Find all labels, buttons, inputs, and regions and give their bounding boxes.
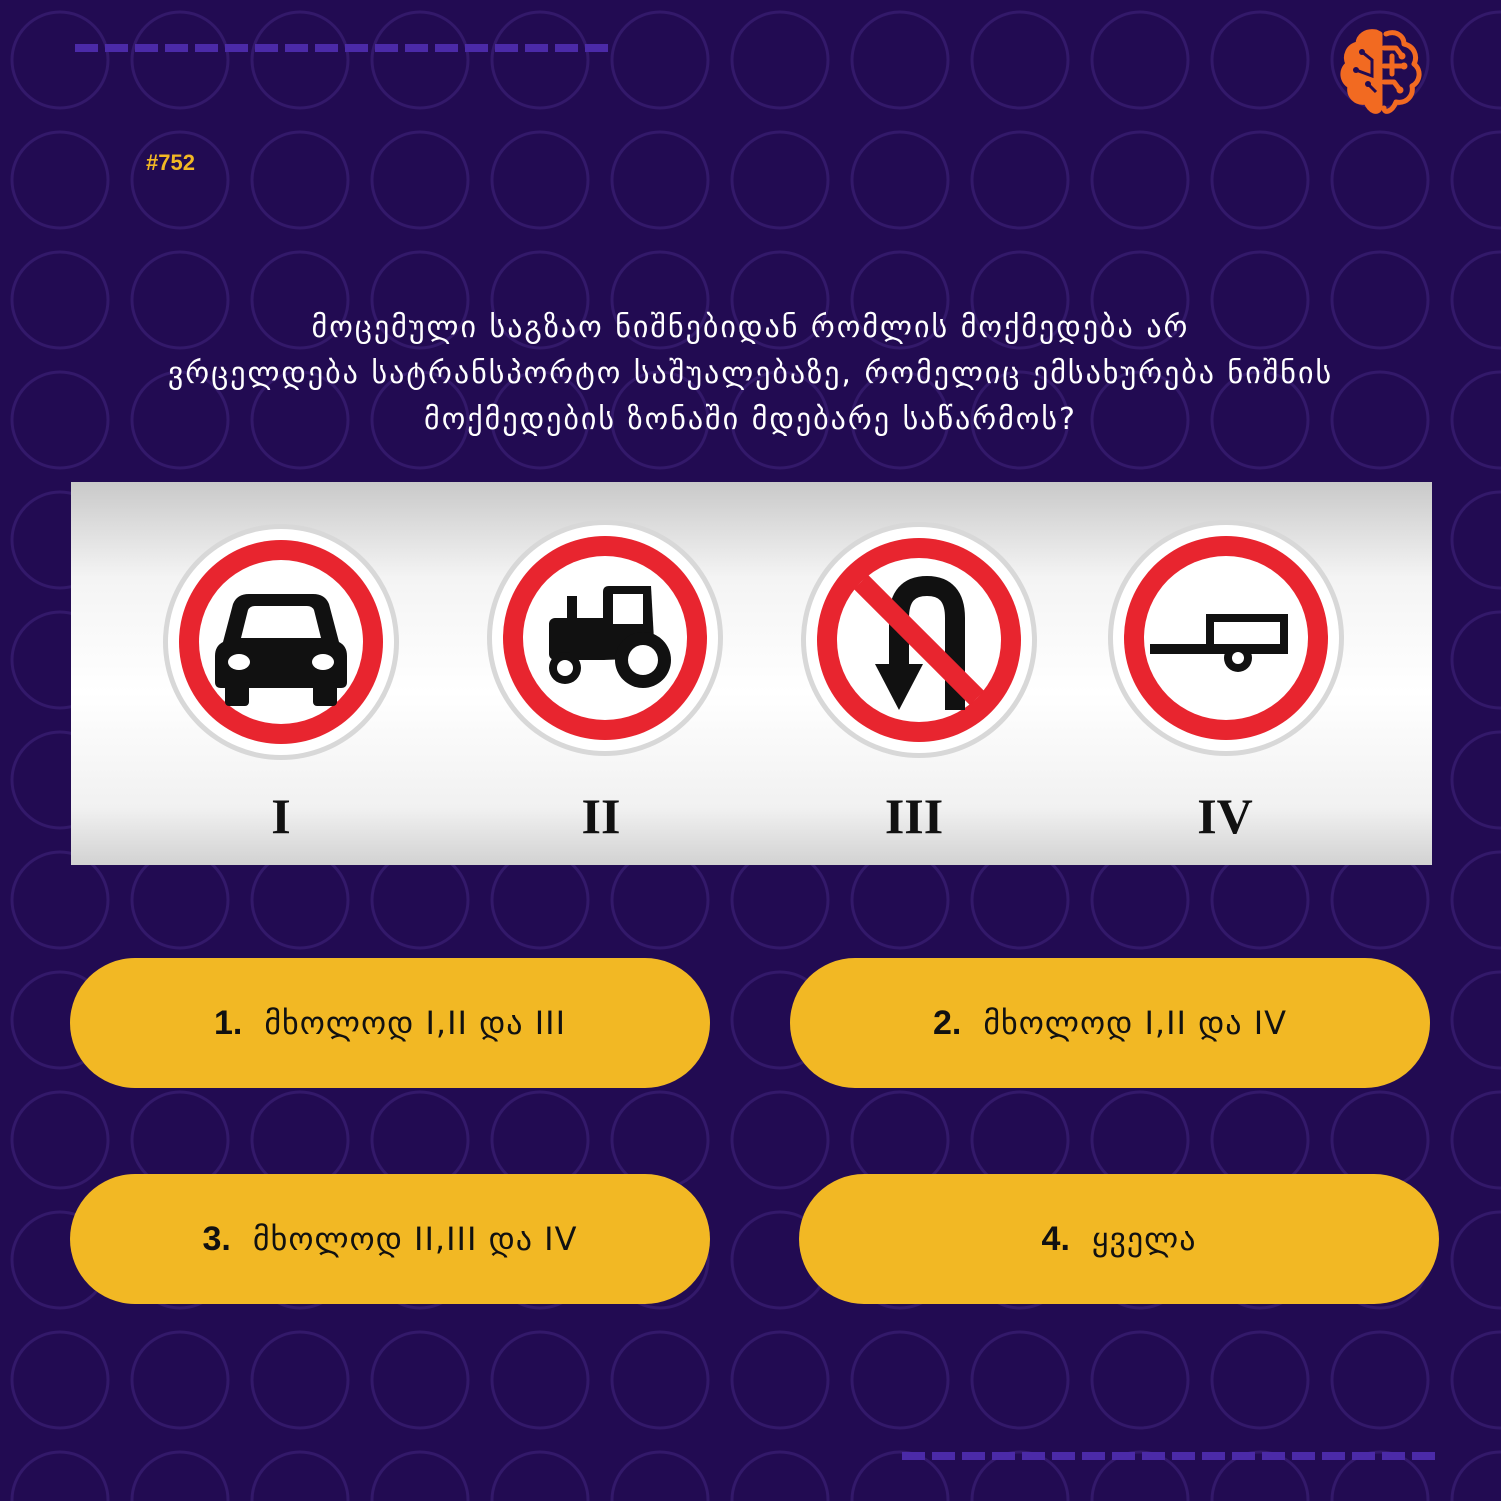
background-circle	[1332, 132, 1428, 228]
background-circle	[252, 852, 348, 948]
background-circle	[1452, 1452, 1501, 1501]
dash	[465, 44, 488, 52]
dash	[75, 44, 98, 52]
background-circle	[972, 1332, 1068, 1428]
background-circle	[1092, 852, 1188, 948]
background-circle	[732, 12, 828, 108]
background-circle	[612, 132, 708, 228]
sign-u-turn	[799, 520, 1039, 760]
sign-label: III	[884, 788, 944, 844]
answer-text: მხოლოდ II,III და IV	[252, 1220, 578, 1258]
background-circle	[492, 12, 588, 108]
dash	[1382, 1452, 1405, 1460]
dash	[902, 1452, 925, 1460]
background-circle	[972, 12, 1068, 108]
background-circle	[372, 1332, 468, 1428]
sign-label: II	[581, 788, 621, 844]
dash	[435, 44, 458, 52]
background-circle	[1212, 12, 1308, 108]
background-circle	[372, 1452, 468, 1501]
answer-text: ყველა	[1091, 1220, 1197, 1258]
dash	[1082, 1452, 1105, 1460]
background-circle	[1452, 1212, 1501, 1308]
background-circle	[1452, 132, 1501, 228]
brain-logo-icon	[1338, 26, 1426, 118]
dash	[525, 44, 548, 52]
background-circle	[972, 132, 1068, 228]
background-circle	[12, 12, 108, 108]
dash	[165, 44, 188, 52]
background-circle	[1452, 12, 1501, 108]
background-circle	[372, 12, 468, 108]
sign-label: IV	[1197, 788, 1253, 844]
background-circle	[732, 852, 828, 948]
dash	[345, 44, 368, 52]
background-circle	[132, 132, 228, 228]
background-circle	[12, 132, 108, 228]
dash	[255, 44, 278, 52]
background-circle	[1092, 132, 1188, 228]
background-circle	[612, 1332, 708, 1428]
background-circle	[12, 1092, 108, 1188]
dash	[225, 44, 248, 52]
dash	[1292, 1452, 1315, 1460]
dash	[315, 44, 338, 52]
background-circle	[732, 132, 828, 228]
dash	[585, 44, 608, 52]
dash	[1022, 1452, 1045, 1460]
background-circle	[12, 1452, 108, 1501]
question-line: მოცემული საგზაო ნიშნებიდან რომლის მოქმედება არ	[311, 310, 1190, 345]
background-circle	[852, 12, 948, 108]
background-circle	[12, 852, 108, 948]
dash	[1232, 1452, 1255, 1460]
dash	[1142, 1452, 1165, 1460]
background-circle	[1092, 1332, 1188, 1428]
answer-number: 4.	[1041, 1219, 1070, 1258]
background-circle	[1452, 612, 1501, 708]
answer-option-4[interactable]	[799, 1174, 1439, 1304]
answer-number: 2.	[932, 1003, 962, 1042]
background-circle	[1212, 1332, 1308, 1428]
dash	[405, 44, 428, 52]
answer-number: 3.	[202, 1219, 231, 1258]
dash	[992, 1452, 1015, 1460]
background-circle	[252, 1332, 348, 1428]
background-circle	[1452, 732, 1501, 828]
dash	[1412, 1452, 1435, 1460]
background-circle	[612, 1452, 708, 1501]
dash	[1172, 1452, 1195, 1460]
dash	[555, 44, 578, 52]
dash	[285, 44, 308, 52]
dash	[932, 1452, 955, 1460]
sign-car	[161, 522, 401, 762]
background-circle	[1212, 132, 1308, 228]
background-circle	[732, 1332, 828, 1428]
top-dash-decoration	[75, 44, 608, 52]
background-circle	[252, 1452, 348, 1501]
bottom-dash-decoration	[902, 1452, 1435, 1460]
background-circle	[612, 852, 708, 948]
background-circle	[1092, 12, 1188, 108]
dash	[1352, 1452, 1375, 1460]
background-circle	[132, 1452, 228, 1501]
background-circle	[12, 1332, 108, 1428]
background-circle	[372, 852, 468, 948]
sign-trailer	[1106, 518, 1346, 758]
background-circle	[972, 852, 1068, 948]
background-circle	[252, 12, 348, 108]
dash	[135, 44, 158, 52]
background-circle	[852, 852, 948, 948]
background-circle	[852, 132, 948, 228]
question-line: მოქმედების ზონაში მდებარე საწარმოს?	[424, 402, 1077, 437]
background-circle	[732, 1092, 828, 1188]
background-circle	[132, 1332, 228, 1428]
question-number: #752	[146, 150, 195, 175]
background-circle	[1452, 1332, 1501, 1428]
background-circle	[132, 12, 228, 108]
background-circle	[372, 132, 468, 228]
question-text	[20, 305, 1481, 443]
dash	[1052, 1452, 1075, 1460]
sign-label: I	[271, 788, 291, 844]
background-circle	[492, 1332, 588, 1428]
answer-option-2[interactable]	[790, 958, 1430, 1088]
answer-option-3[interactable]	[70, 1174, 710, 1304]
dash	[375, 44, 398, 52]
background-circle	[132, 852, 228, 948]
background-circle	[612, 12, 708, 108]
background-circle	[1452, 852, 1501, 948]
background-circle	[492, 1452, 588, 1501]
background-circle	[1332, 1332, 1428, 1428]
background-circle	[252, 132, 348, 228]
dash	[195, 44, 218, 52]
dash	[1202, 1452, 1225, 1460]
question-line: ვრცელდება სატრანსპორტო საშუალებაზე, რომელიც ემსახურება ნიშნის	[167, 356, 1334, 391]
dash	[1112, 1452, 1135, 1460]
road-signs-image	[71, 482, 1432, 865]
sign-tractor	[485, 518, 725, 758]
background-circle	[1332, 852, 1428, 948]
dash	[495, 44, 518, 52]
answer-text: მხოლოდ I,II და III	[264, 1004, 567, 1042]
background-circle	[492, 852, 588, 948]
answer-number: 1.	[213, 1003, 243, 1042]
answer-option-1[interactable]	[70, 958, 710, 1088]
background-circle	[852, 1332, 948, 1428]
background-circle	[1452, 492, 1501, 588]
dash	[105, 44, 128, 52]
background-circle	[492, 132, 588, 228]
background-circle	[1452, 1092, 1501, 1188]
background-circle	[1212, 852, 1308, 948]
background-circle	[732, 1452, 828, 1501]
dash	[1262, 1452, 1285, 1460]
background-circle	[1452, 972, 1501, 1068]
answer-text: მხოლოდ I,II და IV	[983, 1004, 1288, 1042]
dash	[1322, 1452, 1345, 1460]
dash	[962, 1452, 985, 1460]
